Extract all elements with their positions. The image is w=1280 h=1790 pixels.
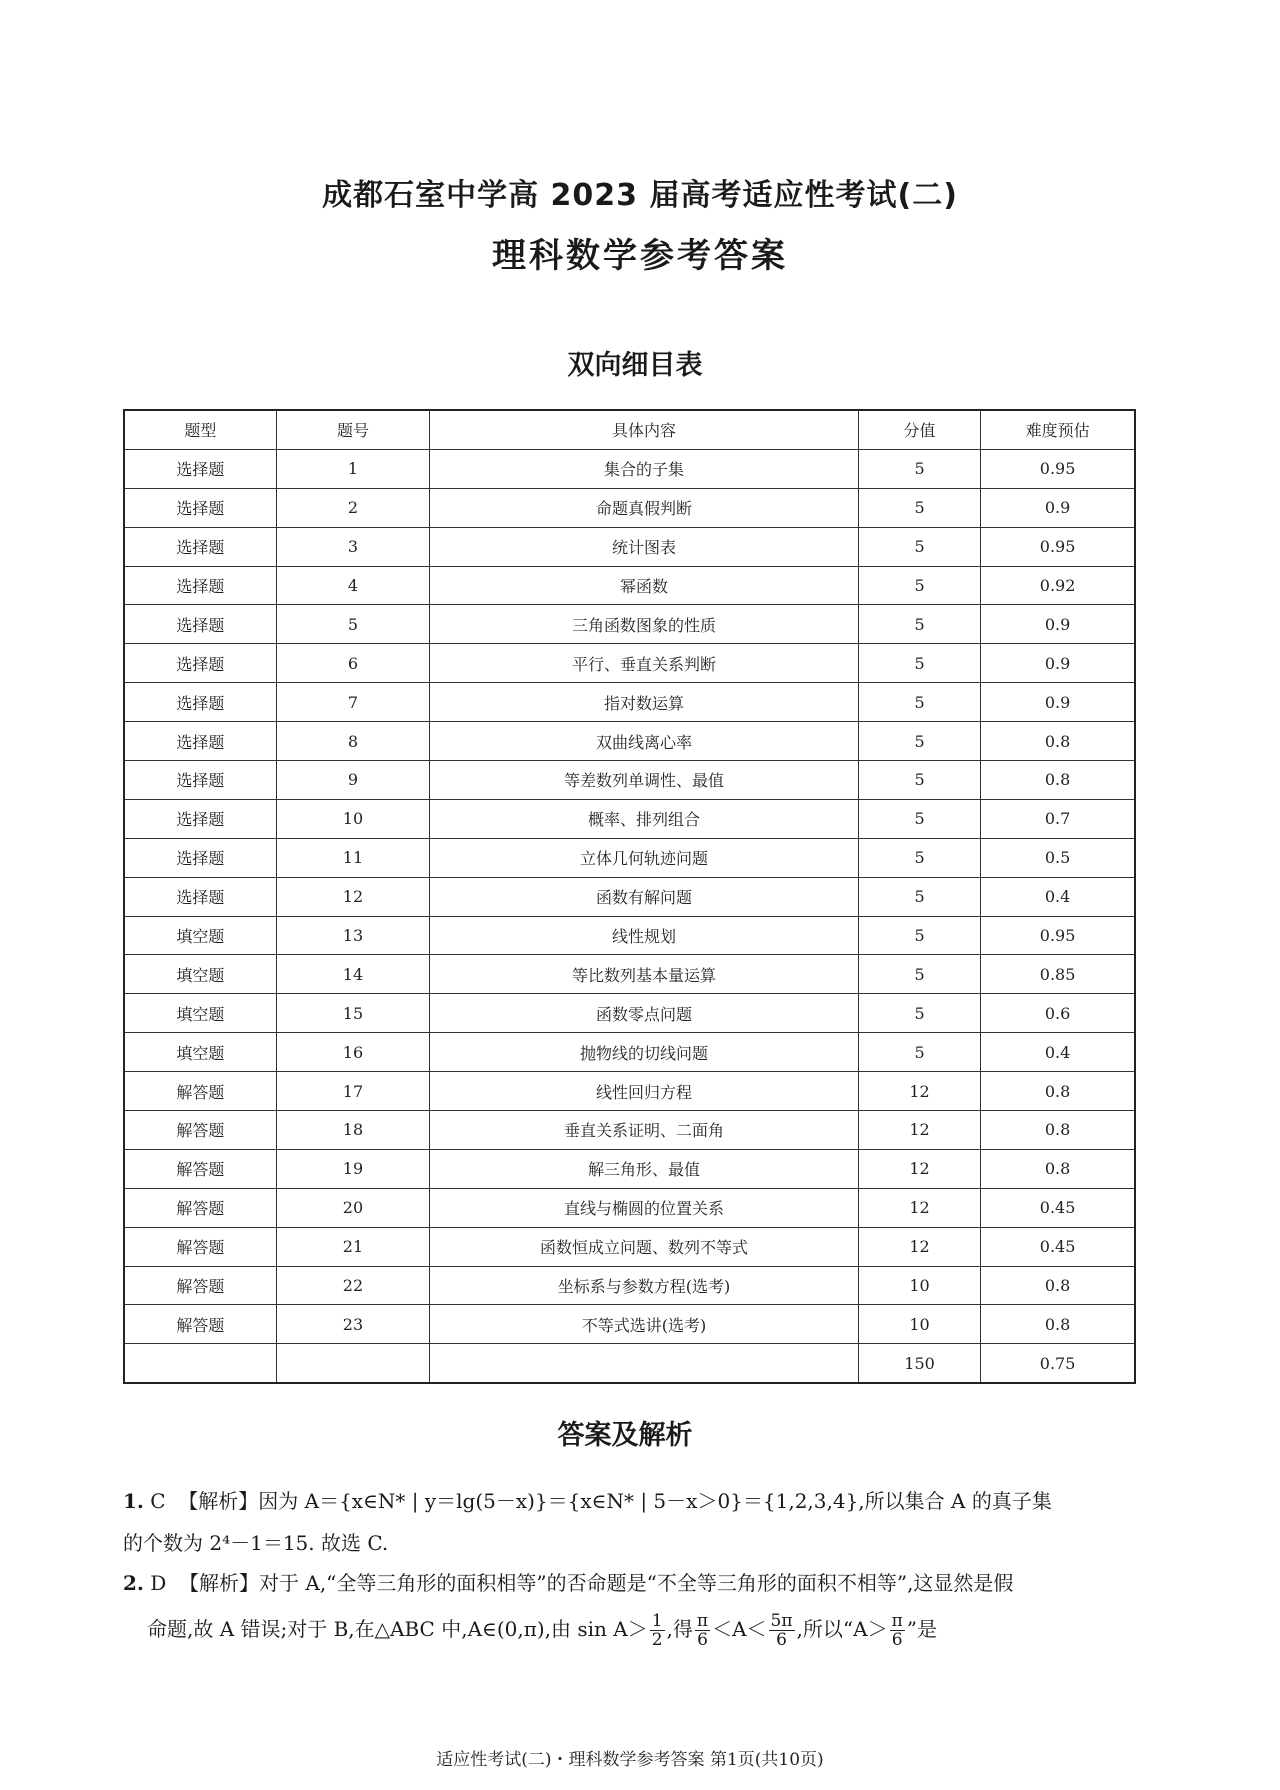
- table-cell: 不等式选讲(选考): [430, 1305, 859, 1344]
- document-subtitle: 理科数学参考答案: [492, 236, 788, 276]
- table-cell: 解三角形、最值: [430, 1149, 859, 1188]
- table-row: [124, 1149, 1135, 1188]
- table-cell: 平行、垂直关系判断: [430, 644, 859, 683]
- table-cell: 0.9: [981, 488, 1135, 527]
- table-cell: 0.95: [981, 449, 1135, 488]
- table-row: [124, 449, 1135, 488]
- table-cell: 0.6: [981, 994, 1135, 1033]
- column-header: 题号: [276, 410, 429, 449]
- table-cell: 4: [276, 566, 429, 605]
- analysis-tag: 【解析】: [178, 1489, 259, 1513]
- table-cell: 选择题: [124, 683, 276, 722]
- table-cell: 幂函数: [430, 566, 859, 605]
- table-cell: 18: [276, 1111, 429, 1150]
- table-cell: 概率、排列组合: [430, 799, 859, 838]
- table-cell: 5: [858, 994, 980, 1033]
- table-cell: 填空题: [124, 916, 276, 955]
- table-cell: 0.95: [981, 916, 1135, 955]
- table-cell: 三角函数图象的性质: [430, 605, 859, 644]
- table-row: [124, 1072, 1135, 1111]
- column-header: 分值: [858, 410, 980, 449]
- table-row: [124, 1033, 1135, 1072]
- table-cell: 0.85: [981, 955, 1135, 994]
- table-cell: 填空题: [124, 1033, 276, 1072]
- table-cell: 5: [858, 683, 980, 722]
- table-cell: 5: [858, 605, 980, 644]
- column-header: 难度预估: [981, 410, 1135, 449]
- table-cell: 5: [858, 838, 980, 877]
- table-cell: 填空题: [124, 955, 276, 994]
- table-cell: 选择题: [124, 527, 276, 566]
- table-row: [124, 722, 1135, 761]
- table-cell: 统计图表: [430, 527, 859, 566]
- answer-text-cont: 命题,故 A 错误;对于 B,在△ABC 中,A∈(0,π),由 sin A＞: [147, 1617, 648, 1641]
- question-number: 2.: [123, 1571, 144, 1595]
- answer-choice: D: [150, 1571, 167, 1595]
- table-cell: 5: [858, 527, 980, 566]
- table-cell: 0.9: [981, 683, 1135, 722]
- table-cell: [276, 1344, 429, 1383]
- table-cell: 0.7: [981, 799, 1135, 838]
- table-row: [124, 1305, 1135, 1344]
- table-cell: 0.8: [981, 761, 1135, 800]
- table-cell: 20: [276, 1188, 429, 1227]
- table-cell: 10: [858, 1266, 980, 1305]
- spec-table: [123, 409, 1136, 1384]
- answer-1: [123, 1486, 1138, 1558]
- table-cell: 0.4: [981, 877, 1135, 916]
- table-heading: 双向细目表: [567, 350, 703, 381]
- table-cell: 函数零点问题: [430, 994, 859, 1033]
- table-cell: 6: [276, 644, 429, 683]
- table-cell: 5: [858, 761, 980, 800]
- table-cell: 0.9: [981, 605, 1135, 644]
- table-row: [124, 683, 1135, 722]
- table-cell: 选择题: [124, 722, 276, 761]
- table-cell: 选择题: [124, 566, 276, 605]
- table-cell: 5: [858, 799, 980, 838]
- table-cell: [430, 1344, 859, 1383]
- table-cell: 等比数列基本量运算: [430, 955, 859, 994]
- table-row: [124, 566, 1135, 605]
- fraction: $\frac{\pi}{6}$: [696, 1611, 709, 1650]
- table-cell: 选择题: [124, 877, 276, 916]
- table-cell: 5: [858, 644, 980, 683]
- table-cell: 23: [276, 1305, 429, 1344]
- table-cell: 0.8: [981, 722, 1135, 761]
- table-row: [124, 1188, 1135, 1227]
- table-cell: 17: [276, 1072, 429, 1111]
- table-cell: 21: [276, 1227, 429, 1266]
- table-row: [124, 605, 1135, 644]
- table-cell: 0.92: [981, 566, 1135, 605]
- table-cell: 12: [276, 877, 429, 916]
- table-cell: 0.5: [981, 838, 1135, 877]
- answer-text-cont: ”是: [906, 1617, 937, 1641]
- table-cell: 0.9: [981, 644, 1135, 683]
- column-header: 题型: [124, 410, 276, 449]
- table-row: [124, 916, 1135, 955]
- fraction: $\frac{5\pi}{6}$: [770, 1611, 793, 1650]
- table-row: [124, 955, 1135, 994]
- table-cell: 等差数列单调性、最值: [430, 761, 859, 800]
- table-cell: 线性规划: [430, 916, 859, 955]
- table-cell: 选择题: [124, 799, 276, 838]
- table-cell: 13: [276, 916, 429, 955]
- table-cell: 0.95: [981, 527, 1135, 566]
- table-cell: 22: [276, 1266, 429, 1305]
- table-cell: 选择题: [124, 761, 276, 800]
- table-cell: 垂直关系证明、二面角: [430, 1111, 859, 1150]
- answer-text-cont: ,所以“A＞: [796, 1617, 888, 1641]
- table-cell: 解答题: [124, 1188, 276, 1227]
- fraction: $\frac{\pi}{6}$: [891, 1611, 903, 1650]
- table-row: [124, 1266, 1135, 1305]
- table-cell: 集合的子集: [430, 449, 859, 488]
- table-cell: 1: [276, 449, 429, 488]
- table-cell: 抛物线的切线问题: [430, 1033, 859, 1072]
- table-cell: 3: [276, 527, 429, 566]
- table-cell: 直线与椭圆的位置关系: [430, 1188, 859, 1227]
- document-title: 成都石室中学高 2023 届高考适应性考试(二): [322, 178, 958, 213]
- table-cell: 解答题: [124, 1266, 276, 1305]
- answer-2: [123, 1568, 1138, 1649]
- table-cell: 15: [276, 994, 429, 1033]
- table-cell: 立体几何轨迹问题: [430, 838, 859, 877]
- table-cell: 0.8: [981, 1149, 1135, 1188]
- table-cell: 填空题: [124, 994, 276, 1033]
- table-cell: 5: [276, 605, 429, 644]
- table-row: [124, 799, 1135, 838]
- column-header: 具体内容: [430, 410, 859, 449]
- table-cell: 5: [858, 488, 980, 527]
- table-cell: 0.4: [981, 1033, 1135, 1072]
- table-cell: 选择题: [124, 605, 276, 644]
- table-cell: 0.8: [981, 1111, 1135, 1150]
- table-cell: 2: [276, 488, 429, 527]
- table-cell: 12: [858, 1188, 980, 1227]
- table-cell: 选择题: [124, 644, 276, 683]
- table-cell: 0.75: [981, 1344, 1135, 1383]
- table-cell: 双曲线离心率: [430, 722, 859, 761]
- table-row: [124, 877, 1135, 916]
- table-cell: 函数恒成立问题、数列不等式: [430, 1227, 859, 1266]
- table-cell: 10: [276, 799, 429, 838]
- table-cell: 命题真假判断: [430, 488, 859, 527]
- table-cell: 5: [858, 955, 980, 994]
- table-cell: 12: [858, 1111, 980, 1150]
- table-cell: 0.45: [981, 1188, 1135, 1227]
- fraction: $\frac{1}{2}$: [651, 1611, 663, 1650]
- table-cell: 指对数运算: [430, 683, 859, 722]
- table-cell: 16: [276, 1033, 429, 1072]
- table-row: [124, 761, 1135, 800]
- table-cell: 5: [858, 722, 980, 761]
- table-cell: 解答题: [124, 1305, 276, 1344]
- table-cell: 0.45: [981, 1227, 1135, 1266]
- table-header-row: [124, 410, 1135, 449]
- answers-heading: 答案及解析: [557, 1420, 693, 1451]
- table-cell: 解答题: [124, 1111, 276, 1150]
- table-row: [124, 527, 1135, 566]
- answer-text: 对于 A,“全等三角形的面积相等”的否命题是“不全等三角形的面积不相等”,这显然是假: [259, 1571, 1014, 1595]
- table-cell: 12: [858, 1227, 980, 1266]
- page-footer: 适应性考试(二)・理科数学参考答案 第1页(共10页): [436, 1750, 824, 1770]
- answer-text-cont: ＜A＜: [712, 1617, 767, 1641]
- analysis-tag: 【解析】: [179, 1571, 260, 1595]
- table-cell: 5: [858, 1033, 980, 1072]
- table-row: [124, 1227, 1135, 1266]
- table-cell: 选择题: [124, 488, 276, 527]
- table-row: [124, 1111, 1135, 1150]
- table-cell: 0.8: [981, 1305, 1135, 1344]
- table-cell: 12: [858, 1072, 980, 1111]
- table-cell: 7: [276, 683, 429, 722]
- table-cell: 选择题: [124, 449, 276, 488]
- table-cell: 8: [276, 722, 429, 761]
- table-cell: [124, 1344, 276, 1383]
- table-cell: 150: [858, 1344, 980, 1383]
- table-cell: 12: [858, 1149, 980, 1188]
- table-cell: 函数有解问题: [430, 877, 859, 916]
- table-cell: 线性回归方程: [430, 1072, 859, 1111]
- table-cell: 0.8: [981, 1266, 1135, 1305]
- table-cell: 10: [858, 1305, 980, 1344]
- table-cell: 19: [276, 1149, 429, 1188]
- answer-text-cont: ,得: [666, 1617, 693, 1641]
- table-row: [124, 838, 1135, 877]
- table-cell: 5: [858, 566, 980, 605]
- table-cell: 9: [276, 761, 429, 800]
- table-row: [124, 994, 1135, 1033]
- table-cell: 5: [858, 877, 980, 916]
- table-cell: 解答题: [124, 1072, 276, 1111]
- table-cell: 解答题: [124, 1149, 276, 1188]
- table-row: [124, 1344, 1135, 1383]
- table-cell: 11: [276, 838, 429, 877]
- table-row: [124, 644, 1135, 683]
- table-cell: 解答题: [124, 1227, 276, 1266]
- table-cell: 14: [276, 955, 429, 994]
- table-row: [124, 488, 1135, 527]
- answer-text: 因为 A＝{x∈N* | y＝lg(5－x)}＝{x∈N* | 5－x＞0}＝{1,2,3,4},所以集合 A 的真子集: [258, 1489, 1052, 1513]
- table-cell: 选择题: [124, 838, 276, 877]
- answer-text-cont: 的个数为 2⁴－1＝15. 故选 C.: [123, 1531, 389, 1555]
- table-cell: 0.8: [981, 1072, 1135, 1111]
- question-number: 1.: [123, 1489, 144, 1513]
- table-cell: 5: [858, 916, 980, 955]
- answer-choice: C: [150, 1489, 166, 1513]
- table-cell: 5: [858, 449, 980, 488]
- table-cell: 坐标系与参数方程(选考): [430, 1266, 859, 1305]
